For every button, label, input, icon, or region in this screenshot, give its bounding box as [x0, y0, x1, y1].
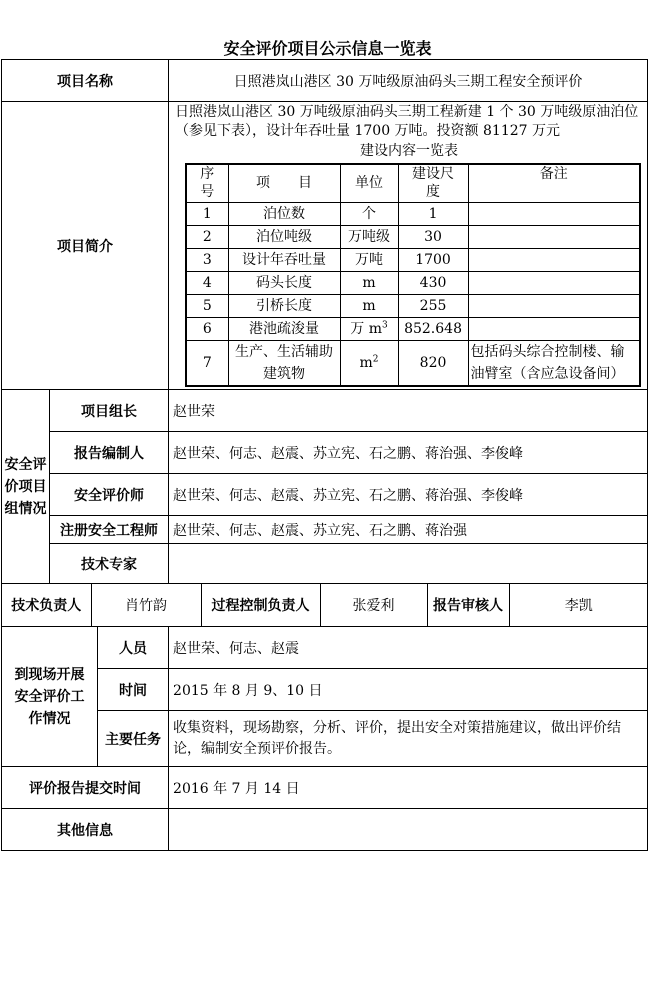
onsite-time-label: 时间 — [98, 669, 169, 711]
header-seq: 序号 — [186, 164, 228, 202]
row-unit: 个 — [340, 202, 398, 225]
project-intro-label: 项目简介 — [2, 102, 169, 390]
row-note — [468, 248, 640, 271]
row-item: 生产、生活辅助建筑物 — [228, 340, 340, 386]
row-note — [468, 271, 640, 294]
header-note: 备注 — [468, 164, 640, 202]
onsite-tasks-value: 收集资料，现场勘察，分析、评价，提出安全对策措施建议，做出评价结论，编制安全预评价报告。 — [169, 711, 648, 767]
team-authors-label: 报告编制人 — [50, 432, 169, 474]
submit-time-label: 评价报告提交时间 — [2, 767, 169, 809]
row-unit: m — [359, 354, 373, 371]
row-note — [468, 225, 640, 248]
page-title: 安全评价项目公示信息一览表 — [223, 39, 432, 58]
project-name-row — [2, 60, 648, 102]
process-lead-value: 张爱利 — [320, 584, 427, 626]
row-seq: 7 — [186, 340, 228, 386]
table-row — [186, 294, 640, 317]
row-item: 泊位吨级 — [228, 225, 340, 248]
team-engineers-value: 赵世荣、何志、赵震、苏立宪、石之鹏、蒋治强 — [169, 516, 648, 544]
row-seq: 1 — [186, 202, 228, 225]
row-item: 泊位数 — [228, 202, 340, 225]
other-info-row — [2, 809, 648, 851]
row-item: 设计年吞吐量 — [228, 248, 340, 271]
row-unit: m — [340, 294, 398, 317]
header-size: 建设尺度 — [398, 164, 468, 202]
row-note — [468, 317, 640, 340]
tech-lead-value: 肖竹韵 — [91, 584, 201, 626]
responsible-cell — [2, 584, 648, 627]
onsite-time-value: 2015 年 8 月 9、10 日 — [169, 669, 648, 711]
onsite-tasks-label: 主要任务 — [98, 711, 169, 767]
row-seq: 5 — [186, 294, 228, 317]
row-size: 430 — [398, 271, 468, 294]
submit-time-row — [2, 767, 648, 809]
row-seq: 4 — [186, 271, 228, 294]
row-item: 引桥长度 — [228, 294, 340, 317]
team-leader-label: 项目组长 — [50, 390, 169, 432]
onsite-tasks-row — [2, 711, 648, 767]
row-seq: 2 — [186, 225, 228, 248]
project-intro-cell — [169, 102, 648, 390]
row-size: 1700 — [398, 248, 468, 271]
other-info-label: 其他信息 — [2, 809, 169, 851]
reviewer-label: 报告审核人 — [427, 584, 509, 626]
row-seq: 6 — [186, 317, 228, 340]
team-experts-row — [2, 544, 648, 584]
team-experts-label: 技术专家 — [50, 544, 169, 584]
tech-lead-label: 技术负责人 — [2, 584, 91, 626]
team-assessors-label: 安全评价师 — [50, 474, 169, 516]
row-item: 港池疏浚量 — [228, 317, 340, 340]
team-experts-value — [169, 544, 648, 584]
team-engineers-label: 注册安全工程师 — [50, 516, 169, 544]
row-note — [468, 294, 640, 317]
other-info-value — [169, 809, 648, 851]
project-intro-row — [2, 102, 648, 390]
team-leader-value: 赵世荣 — [169, 390, 648, 432]
reviewer-value: 李凯 — [564, 598, 593, 614]
table-row — [186, 202, 640, 225]
row-unit: m — [340, 271, 398, 294]
table-row — [186, 271, 640, 294]
row-note — [468, 202, 640, 225]
team-group-label: 安全评价项目组情况 — [2, 390, 50, 584]
responsible-table — [2, 584, 648, 626]
project-name-value: 日照港岚山港区 30 万吨级原油码头三期工程安全预评价 — [169, 60, 648, 102]
onsite-people-row — [2, 627, 648, 669]
onsite-people-label: 人员 — [98, 627, 169, 669]
team-authors-row — [2, 432, 648, 474]
row-size: 1 — [398, 202, 468, 225]
construction-table-header — [186, 164, 640, 202]
onsite-time-row — [2, 669, 648, 711]
table-row — [186, 317, 640, 340]
project-intro-text: 日照港岚山港区 30 万吨级原油码头三期工程新建 1 个 30 万吨级原油泊位（参见下表），设计年吞吐量 1700 万吨。投资额 81127 万元 — [175, 104, 639, 139]
row-seq: 3 — [186, 248, 228, 271]
team-engineers-row — [2, 516, 648, 544]
row-unit-cell — [340, 317, 398, 340]
info-table — [1, 59, 648, 851]
header-item: 项 目 — [228, 164, 340, 202]
submit-time-value: 2016 年 7 月 14 日 — [169, 767, 648, 809]
row-size: 255 — [398, 294, 468, 317]
onsite-group-label: 到现场开展安全评价工作情况 — [2, 627, 98, 767]
responsible-row — [2, 584, 648, 627]
table-row — [186, 248, 640, 271]
team-assessors-value: 赵世荣、何志、赵震、苏立宪、石之鹏、蒋治强、李俊峰 — [169, 474, 648, 516]
row-size: 30 — [398, 225, 468, 248]
row-unit: 万吨 — [340, 248, 398, 271]
row-size: 852.648 — [398, 317, 468, 340]
row-unit-sup: 2 — [372, 353, 379, 364]
row-unit: 万 m — [350, 320, 383, 337]
table-row — [186, 340, 640, 386]
table-row — [186, 225, 640, 248]
row-unit-sup: 3 — [382, 319, 388, 330]
row-note: 包括码头综合控制楼、输油臂室（含应急设备间） — [468, 340, 640, 386]
process-lead-label: 过程控制负责人 — [201, 584, 320, 626]
row-item: 码头长度 — [228, 271, 340, 294]
row-unit: 万吨级 — [340, 225, 398, 248]
header-unit: 单位 — [340, 164, 398, 202]
construction-table-title: 建设内容一览表 — [360, 143, 459, 159]
team-authors-value: 赵世荣、何志、赵震、苏立宪、石之鹏、蒋治强、李俊峰 — [169, 432, 648, 474]
construction-table — [185, 163, 641, 387]
project-name-label: 项目名称 — [2, 60, 169, 102]
onsite-people-value: 赵世荣、何志、赵震 — [169, 627, 648, 669]
team-leader-row — [2, 390, 648, 432]
team-assessors-row — [2, 474, 648, 516]
row-size: 820 — [398, 340, 468, 386]
row-unit-cell — [340, 340, 398, 386]
